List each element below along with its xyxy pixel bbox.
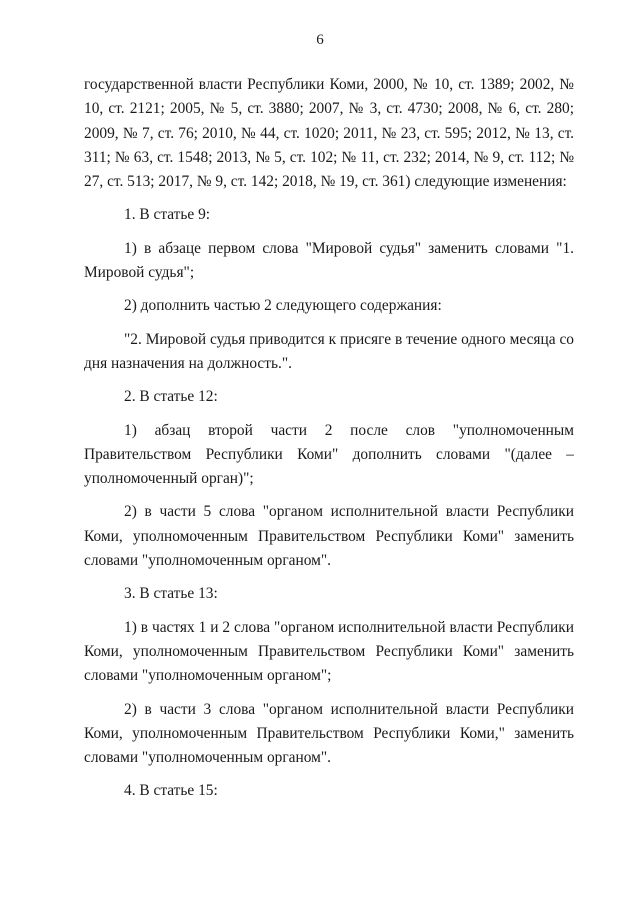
document-body [84, 73, 574, 813]
paragraph-article-9-quote: "2. Мировой судья приводится к присяге в течение одного месяца со дня назначения на должность.". [84, 330, 574, 372]
paragraph-article-12-item-1: 1) абзац второй части 2 после слов "уполномоченным Правительством Республики Коми" дополнить словами "(далее – уполномоченный орган)"; [84, 421, 574, 488]
paragraph-article-9-heading: 1. В статье 9: [124, 206, 211, 224]
paragraph-article-15-heading: 4. В статье 15: [124, 782, 218, 800]
paragraph-article-12-item-2: 2) в части 5 слова "органом исполнительной власти Республики Коми, уполномоченным Правительством Республики Коми" заменить словами "уполномоченным органом". [84, 503, 574, 570]
paragraph-article-13-item-2: 2) в части 3 слова "органом исполнительной власти Республики Коми, уполномоченным Правительством Республики Коми," заменить словами "уполномоченным органом". [84, 700, 574, 767]
paragraph-article-13-item-1: 1) в частях 1 и 2 слова "органом исполнительной власти Республики Коми, уполномоченным Правительством Республики Коми" заменить словами "уполномоченным органом"; [84, 618, 574, 685]
paragraph-article-12-heading: 2. В статье 12: [124, 388, 218, 406]
paragraph-continuation: государственной власти Республики Коми, 2000, № 10, ст. 1389; 2002, № 10, ст. 2121; 2005, № 5, ст. 3880; 2007, № 3, ст. 4730; 2008, № 6, ст. 280; 2009, № 7, ст. 76; 2010, № 44, ст. 1020; 2011, № 23, ст. 595; 2012, № 13, ст. 311; № 63, ст. 1548; 2013, № 5, ст. 102; № 11, ст. 232; 2014, № 9, ст. 112; № 27, ст. 513; 2017, № 9, ст. 142; 2018, № 19, ст. 361) следующие изменения: [84, 76, 574, 191]
paragraph-article-9-item-1: 1) в абзаце первом слова "Мировой судья" заменить словами "1. Мировой судья"; [84, 239, 574, 282]
paragraph-article-9-item-2: 2) дополнить частью 2 следующего содержания: [124, 297, 442, 315]
page-number: 6 [316, 32, 324, 48]
paragraph-article-13-heading: 3. В статье 13: [124, 585, 218, 603]
